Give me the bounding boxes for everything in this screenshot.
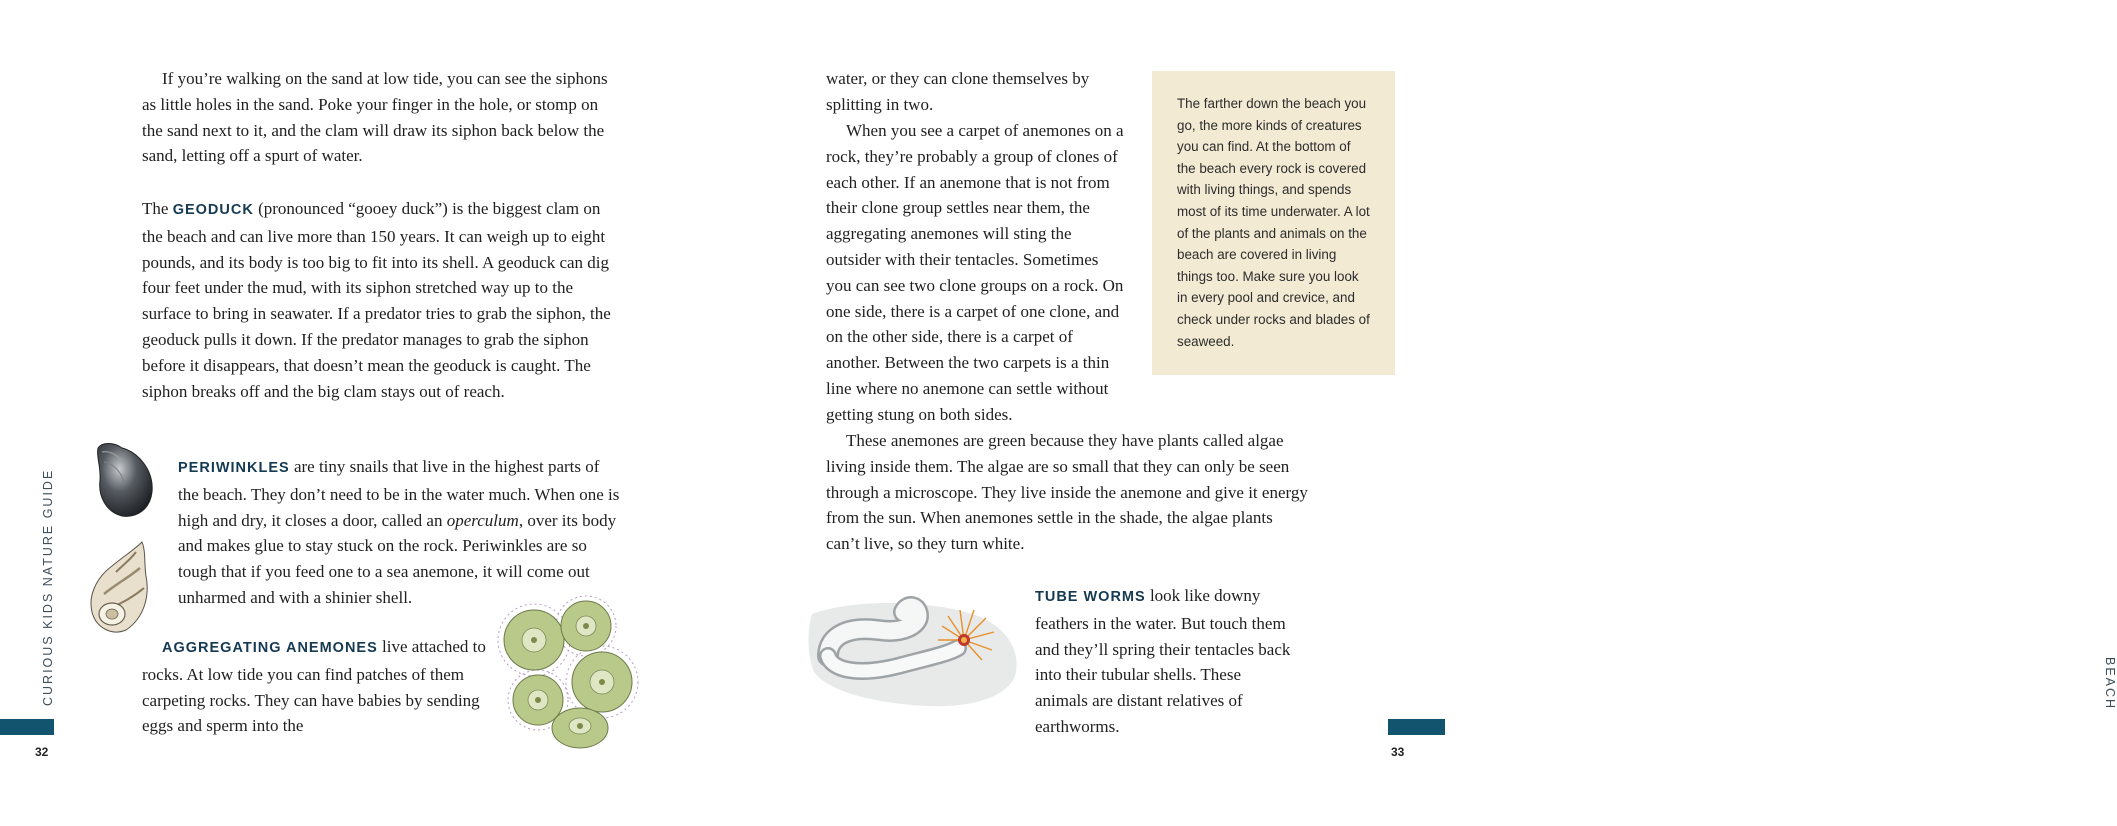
periwinkles-term: PERIWINKLES: [178, 460, 290, 476]
para-periwinkles: [168, 454, 620, 611]
section-tab-left: [0, 719, 54, 735]
para-clam-siphons: If you’re walking on the sand at low tide, you can see the siphons as little holes in the sand. Poke your finger in the hole, or stomp on the sand next to it, and the clam will draw its siphon back below the sand, letting off a spurt of water.: [142, 69, 608, 166]
sidebar-tip: The farther down the beach you go, the more kinds of creatures you can find. At the bottom of the beach every rock is covered with living things, and spends most of its time underwater. A lot of the plants and animals on the beach are covered in living things too. Make sure you look in every pool and crevice, and check under rocks and blades of seaweed.: [1152, 71, 1395, 375]
aggregating-anemones-illustration: [494, 596, 646, 752]
anemones-term: AGGREGATING ANEMONES: [162, 640, 378, 656]
periwinkles-body-1: are tiny snails that live in the highest parts of the beach. They don’t need to be in the water much. When one is high and dry, it closes a door, called an: [178, 457, 620, 530]
tube-worms-term: TUBE WORMS: [1035, 589, 1146, 605]
para-geoduck: [142, 196, 620, 404]
para-green-anemones: These anemones are green because they have plants called algae living inside them. The algae are so small that they can only be seen through a microscope. They live inside the anemone and give it energy from the sun. When anemones settle in the shade, the algae plants can’t live, so they turn white.: [826, 431, 1308, 554]
tube-worms-body: look like downy feathers in the water. But touch them and they’ll spring their tentacles back into their tubular shells. These animals are distant relatives of earthworms.: [1035, 586, 1291, 736]
right-page: [722, 0, 2117, 826]
periwinkle-banded-shell-illustration: [86, 538, 154, 636]
running-head-left: CURIOUS KIDS NATURE GUIDE: [41, 468, 55, 706]
geoduck-lead: The: [142, 199, 169, 218]
para-tube-worms: [1035, 583, 1297, 740]
section-tab-right: [1388, 719, 1445, 735]
para-carpet-of-anemones: When you see a carpet of anemones on a rock, they’re probably a group of clones of each other. If an anemone that is not from their clone group settles near them, the aggregating anemones will sting the outsider with their tentacles. Sometimes you can see two clone groups on a rock. On one side, there is a carpet of one clone, and on the other side, there is a carpet of another. Between the two carpets is a thin line where no anemone can settle without getting stung on both sides.: [826, 121, 1124, 424]
tube-worm-illustration: [808, 596, 1022, 712]
periwinkles-italic-term: operculum: [446, 510, 519, 530]
geoduck-term: GEODUCK: [172, 202, 254, 218]
anemones-body: live attached to rocks. At low tide you can find patches of them carpeting rocks. They can have babies by sending eggs and sperm into the: [142, 637, 486, 736]
running-head-right: BEACH: [2103, 657, 2117, 711]
page-number-left: 32: [35, 745, 49, 759]
para-aggregating-anemones: [142, 634, 497, 739]
periwinkle-dark-shell-illustration: [92, 440, 158, 520]
page-number-right: 33: [1391, 745, 1405, 759]
para-clone-continue: water, or they can clone themselves by splitting in two.: [826, 69, 1090, 114]
geoduck-body: (pronounced “gooey duck”) is the biggest clam on the beach and can live more than 150 years. It can weigh up to eight pounds, and its body is too big to fit into its shell. A geoduck can dig four feet under the mud, with its siphon stretched way up to the surface to bring in seawater. If a predator tries to grab the siphon, the geoduck pulls it down. If the predator manages to grab the siphon before it disappears, that doesn’t mean the geoduck is caught. The siphon breaks off and the big clam stays out of reach.: [142, 199, 611, 401]
periwinkles-body-2: , over its body and makes glue to stay stuck on the rock. Periwinkles are so tough that if you feed one to a sea anemone, it will come out unharmed and with a shinier shell.: [178, 510, 617, 607]
left-page: [0, 0, 722, 826]
